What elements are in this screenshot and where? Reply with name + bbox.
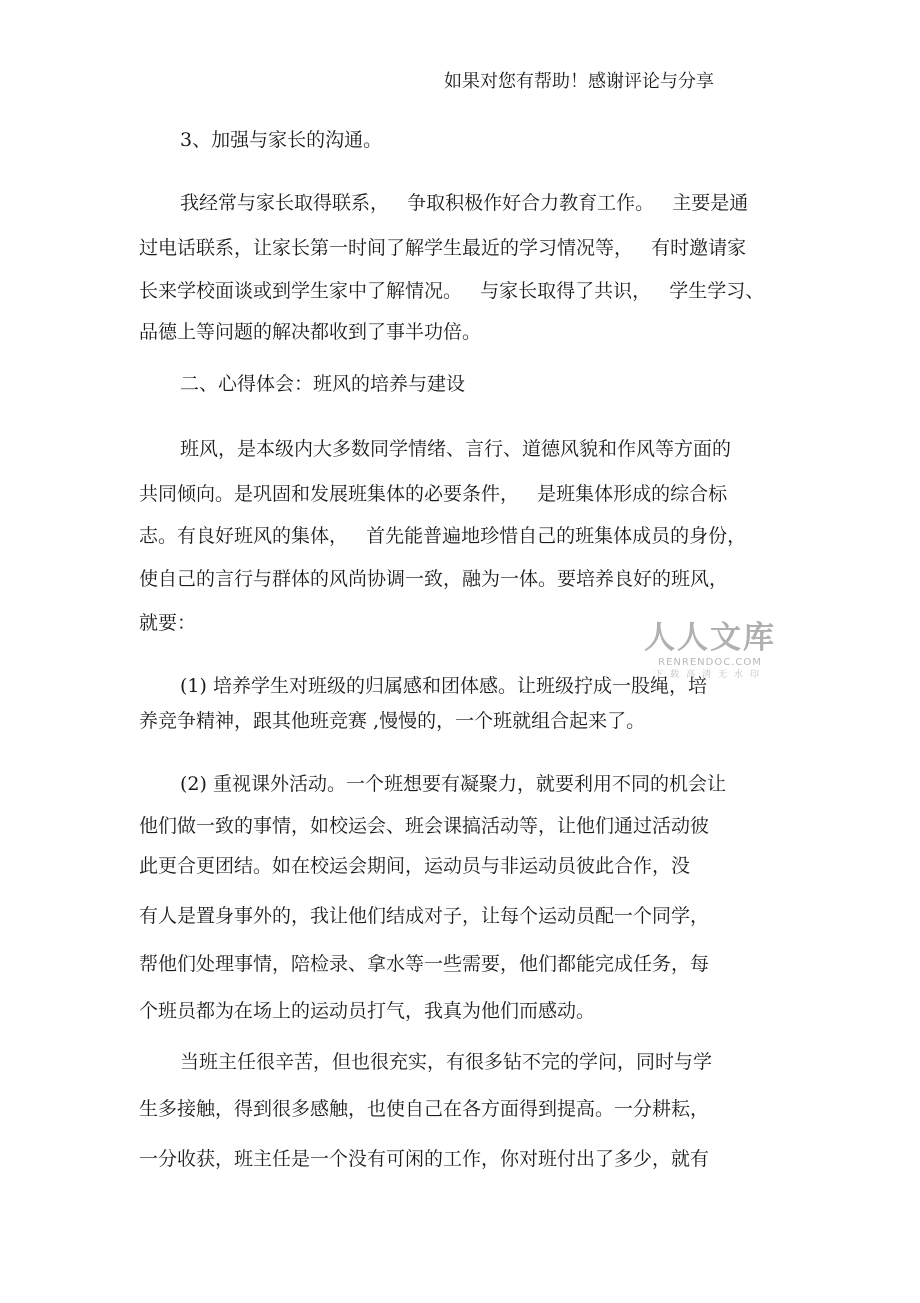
list-item-line: (1) 培养学生对班级的归属感和团体感。让班级拧成一股绳，培: [180, 675, 707, 697]
list-item-line: 个班员都为在场上的运动员打气，我真为他们而感动。: [139, 1000, 596, 1022]
list-item-line: (2) 重视课外活动。一个班想要有凝聚力，就要利用不同的机会让: [180, 773, 726, 795]
list-item-line: 帮他们处理事情，陪检录、拿水等一些需要，他们都能完成任务，每: [139, 953, 710, 975]
paragraph-line: 当班主任很辛苦，但也很充实，有很多钻不完的学问，同时与学: [180, 1051, 713, 1073]
paragraph-line: 共同倾向。是巩固和发展班集体的必要条件， 是班集体形成的综合标: [139, 483, 728, 505]
list-item-line: 养竞争精神，跟其他班竞赛 ,慢慢的，一个班就组合起来了。: [139, 710, 646, 732]
paragraph-line: 我经常与家长取得联系， 争取积极作好合力教育工作。 主要是通: [180, 192, 749, 214]
paragraph-line: 长来学校面谈或到学生家中了解情况。 与家长取得了共识， 学生学习、: [139, 280, 765, 302]
section-2-title: 二、心得体会：班风的培养与建设: [180, 373, 466, 395]
paragraph-line: 班风，是本级内大多数同学情绪、言行、道德风貌和作风等方面的: [180, 438, 732, 460]
watermark-brand: 人人文库: [644, 620, 776, 656]
list-item-line: 有人是置身事外的，我让他们结成对子，让每个运动员配一个同学，: [139, 905, 710, 927]
paragraph-line: 品德上等问题的解决都收到了事半功倍。: [139, 321, 482, 343]
page-header: 如果对您有帮助！感谢评论与分享: [444, 71, 714, 92]
paragraph-line: 志。有良好班风的集体， 首先能普遍地珍惜自己的班集体成员的身份，: [139, 525, 747, 547]
list-item-line: 此更合更团结。如在校运会期间，运动员与非运动员彼此合作，没: [139, 855, 691, 877]
paragraph-line: 就要：: [139, 612, 197, 634]
watermark: [640, 620, 780, 682]
watermark-subtitle: 下载高清无水印: [653, 670, 766, 680]
paragraph-line: 过电话联系，让家长第一时间了解学生最近的学习情况等， 有时邀请家: [139, 237, 747, 259]
paragraph-line: 一分收获，班主任是一个没有可闲的工作，你对班付出了多少，就有: [139, 1148, 710, 1170]
watermark-domain: RENRENDOC.COM: [658, 657, 762, 668]
paragraph-line: 使自己的言行与群体的风尚协调一致，融为一体。要培养良好的班风，: [139, 568, 729, 590]
paragraph-line: 生多接触，得到很多感触，也使自己在各方面得到提高。一分耕耘，: [139, 1098, 710, 1120]
list-item-line: 他们做一致的事情，如校运会、班会课搞活动等，让他们通过活动彼: [139, 815, 710, 837]
section-3-title: 3、加强与家长的沟通。: [180, 129, 383, 151]
